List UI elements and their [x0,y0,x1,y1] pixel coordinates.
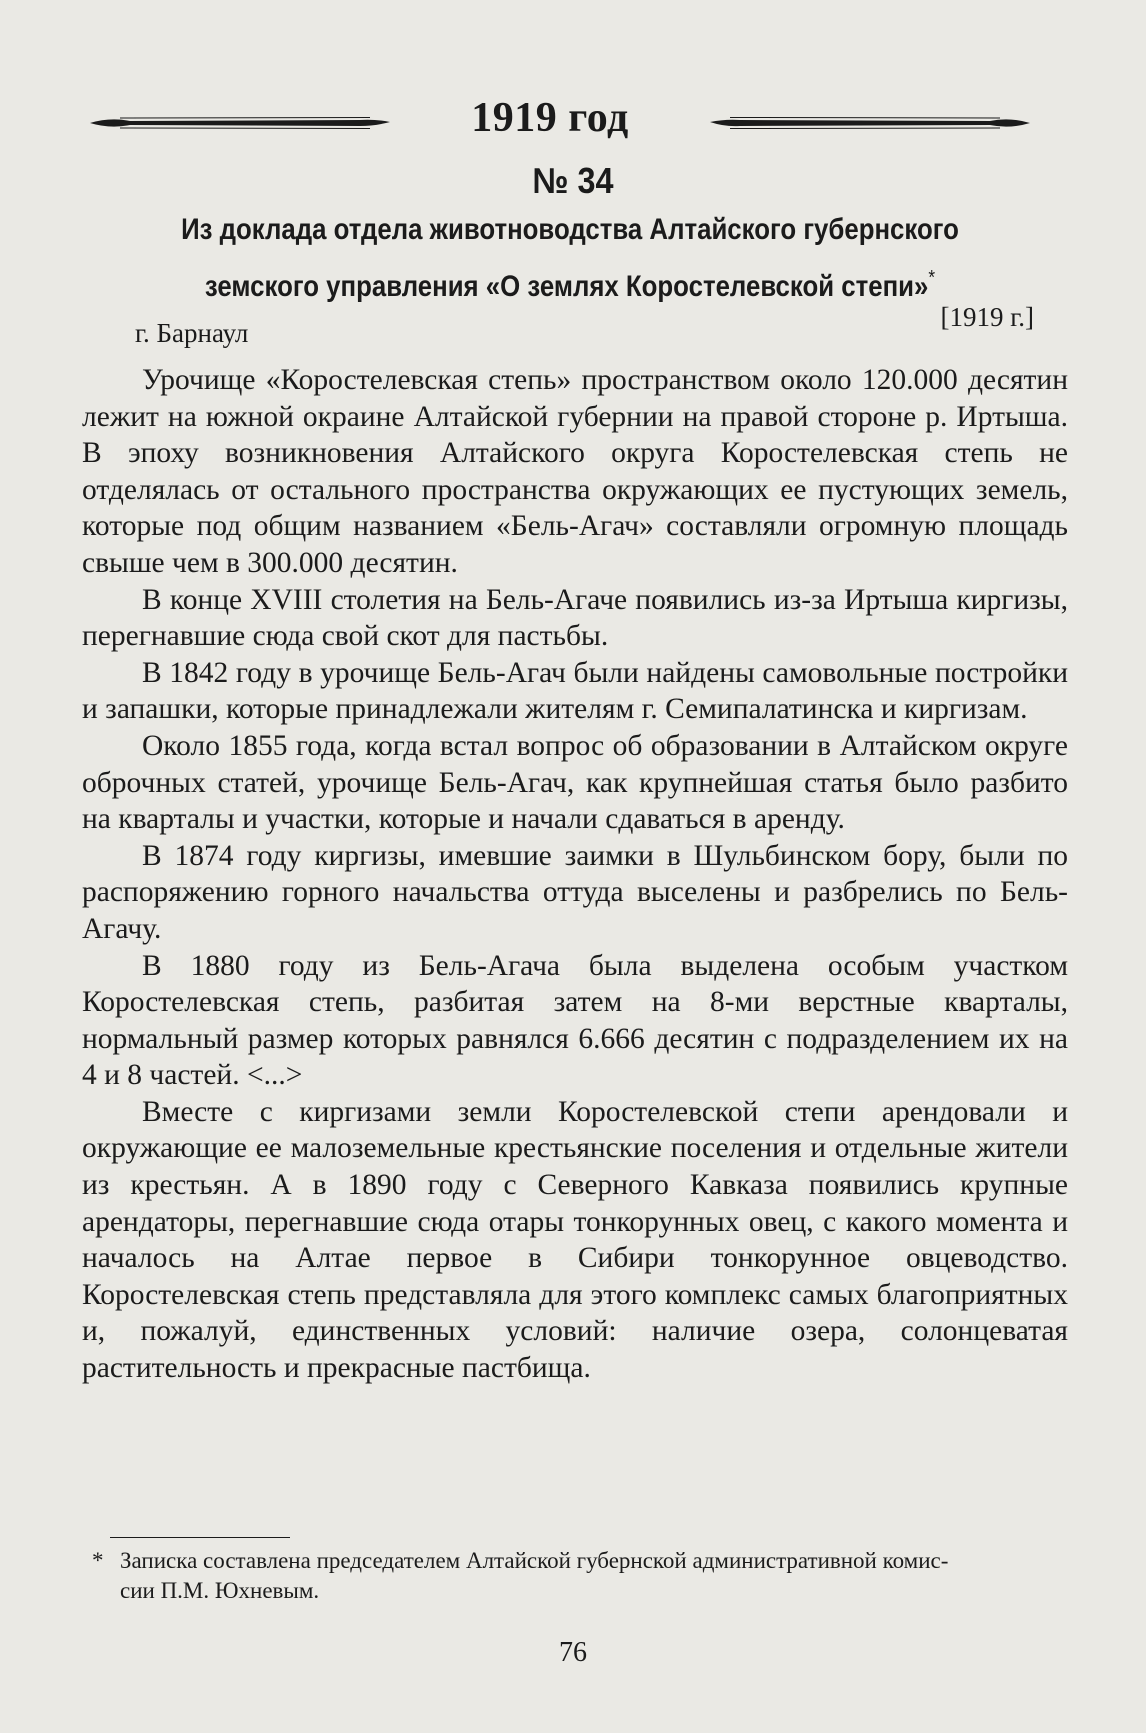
paragraph: Около 1855 года, когда встал вопрос об образовании в Алтайском округе оброчных статей, урочище Бель-Агач, как крупнейшая статья было разбито на кварталы и участки, которые и начали сдаваться в аренду. [82,729,1068,836]
section-header [90,94,1040,154]
paragraph: В 1874 году киргизы, имевшие заимки в Шульбинском бору, были по распоряжению горного начальства оттуда выселены и разбрелись по Бель-Агачу. [82,839,1068,945]
paragraph: Урочище «Коростелевская степь» пространством около 120.000 десятин лежит на южной окраине Алтайской губернии на правой стороне р. Иртыша. В эпоху возникновения Алтайского округа Коростелевская степь не отделялась от остального пространства окружающих ее пустующих земель, которые под общим названием «Бель-Агач» составляли огромную площадь свыше чем в 300.000 десятин. [82,364,1068,579]
title-footnote-marker: * [928,267,936,289]
right-ornament-rule [710,116,1030,130]
title-line-2 [131,254,1008,311]
title-line-2-text: земского управления «О землях Коростелевской степи» [204,270,929,303]
paragraph: В конце XVIII столетия на Бель-Агаче появились из-за Иртыша киргизы, перегнавшие сюда свой скот для пастьбы. [82,583,1068,653]
page-number: 76 [559,1637,587,1668]
paragraph: В 1880 году из Бель-Агача была выделена особым участком Коростелевская степь, разбитая затем на 8-ми верстные кварталы, нормальный размер которых равнялся 6.666 десятин с подразделением их на 4 и 8 частей. <...> [82,949,1068,1092]
footnote-marker: * [92,1548,104,1573]
footnote [92,1546,1070,1606]
document-number: № 34 [532,160,614,201]
document-place: г. Барнаул [135,318,249,348]
footnote-line-2: сии П.М. Юхневым. [120,1578,320,1603]
year-heading: 1919 год [471,95,629,141]
document-date: [1919 г.] [940,302,1034,332]
document-title [131,206,1008,311]
paragraph: В 1842 году в урочище Бель-Агач были найдены самовольные постройки и запашки, которые принадлежали жителям г. Семипалатинска и киргизам. [82,656,1068,726]
paragraph: Вместе с киргизами земли Коростелевской степи арендовали и окружающие ее малоземельные крестьянские поселения и отдельные жители из крестьян. А в 1890 году с Северного Кавказа появились крупные арендаторы, перегнавшие сюда отары тонкорунных овец, с какого момента и началось на Алтае первое в Сибири тонкорунное овцеводство. Коростелевская степь представляла для этого комплекс самых благоприятных и, пожалуй, единственных условий: наличие озера, солонцеватая растительность и прекрасные пастбища. [82,1095,1068,1385]
document-body [82,362,1068,1387]
footnote-divider [110,1537,290,1538]
left-ornament-rule [90,116,390,130]
footnote-line-1: Записка составлена председателем Алтайской губернской административной комис- [120,1548,949,1573]
title-line-1: Из доклада отдела животноводства Алтайского губернского [181,213,959,246]
